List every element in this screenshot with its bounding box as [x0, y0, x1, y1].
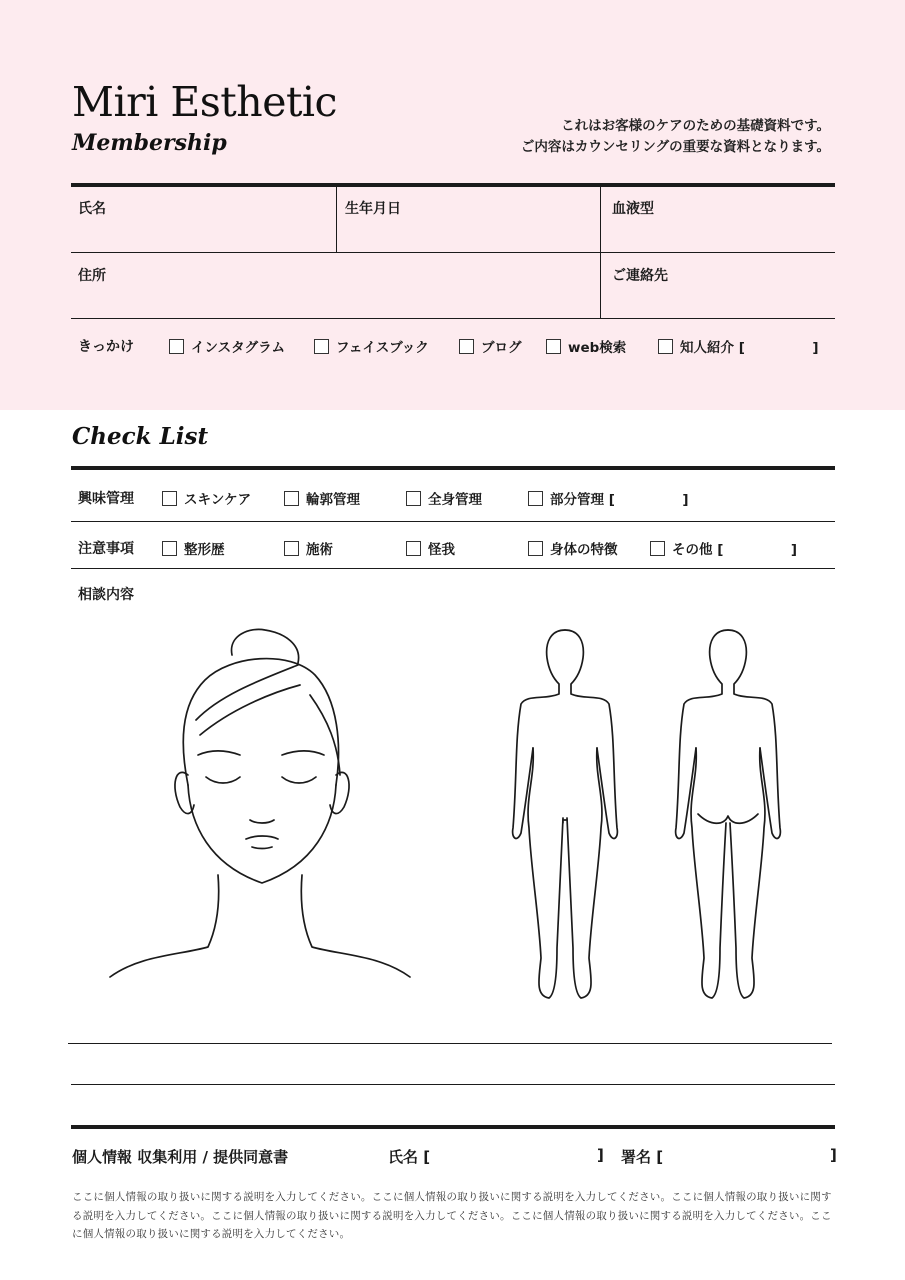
source-option-facebook[interactable] — [314, 336, 429, 356]
consultation-label: 相談内容 — [78, 587, 134, 603]
option-label: 全身管理 — [428, 492, 482, 508]
checkbox[interactable] — [162, 491, 177, 506]
caution-label: 注意事項 — [78, 541, 134, 557]
checkbox[interactable] — [459, 339, 474, 354]
checkbox[interactable] — [546, 339, 561, 354]
checklist-row-rule — [71, 521, 835, 522]
profile-divider — [336, 187, 337, 253]
option-label: web検索 — [568, 340, 627, 356]
checkbox[interactable] — [169, 339, 184, 354]
checklist-title: Check List — [72, 423, 209, 450]
brand-title: Miri Esthetic — [72, 78, 338, 126]
option-label: スキンケア — [184, 492, 252, 508]
checklist-top-rule — [71, 466, 835, 470]
intro-text — [521, 116, 830, 158]
consent-title: 個人情報 収集利用 / 提供同意書 — [72, 1148, 289, 1166]
option-label: 部分管理 [ ] — [550, 492, 689, 508]
consent-signature-open: 署名 [ — [621, 1148, 664, 1166]
writing-line — [71, 1084, 835, 1085]
option-label: 怪我 — [428, 542, 455, 558]
checkbox[interactable] — [406, 541, 421, 556]
blood-type-field-label: 血液型 — [612, 201, 654, 217]
source-option-instagram[interactable] — [169, 336, 285, 356]
option-label: ブログ — [481, 340, 522, 356]
option-label: 輪郭管理 — [306, 492, 360, 508]
checkbox[interactable] — [284, 491, 299, 506]
checkbox[interactable] — [314, 339, 329, 354]
profile-top-rule — [71, 183, 835, 187]
checklist-row-rule — [71, 568, 835, 569]
interest-option-skincare[interactable] — [162, 488, 251, 508]
caution-option-treatment[interactable] — [284, 538, 333, 558]
intro-line-2: ご内容はカウンセリングの重要な資料となります。 — [520, 139, 830, 155]
body-back-illustration — [668, 628, 788, 1003]
consent-name-open: 氏名 [ — [388, 1148, 431, 1166]
caution-option-other[interactable] — [650, 538, 797, 558]
option-label: フェイスブック — [336, 340, 429, 356]
caution-option-surgery[interactable] — [162, 538, 225, 558]
face-illustration — [100, 625, 420, 985]
source-label: きっかけ — [78, 339, 134, 355]
profile-row-rule — [71, 252, 835, 253]
option-label: 知人紹介 [ ] — [680, 340, 819, 356]
interest-option-contour[interactable] — [284, 488, 360, 508]
option-label: 施術 — [306, 542, 333, 558]
option-label: 身体の特徴 — [550, 542, 618, 558]
body-front-illustration — [505, 628, 625, 1003]
checkbox[interactable] — [528, 491, 543, 506]
checkbox[interactable] — [406, 491, 421, 506]
privacy-note: ここに個人情報の取り扱いに関する説明を入力してください。ここに個人情報の取り扱いに関する説明を入力してください。ここに個人情報の取り扱いに関する説明を入力してください。ここに個人情報の取り扱いに関する説明を入力してください。ここに個人情報の取り扱いに関する説明を入力してください。ここに個人情報の取り扱いに関する説明を入力してください。 — [72, 1191, 832, 1240]
checkbox[interactable] — [658, 339, 673, 354]
caution-option-injury[interactable] — [406, 538, 455, 558]
option-label: インスタグラム — [191, 340, 285, 356]
checkbox[interactable] — [528, 541, 543, 556]
interest-option-partial[interactable] — [528, 488, 689, 508]
checkbox[interactable] — [284, 541, 299, 556]
contact-field-label: ご連絡先 — [612, 268, 668, 284]
interest-label: 興味管理 — [78, 491, 134, 507]
caution-option-body-feature[interactable] — [528, 538, 618, 558]
consent-signature-close: ] — [830, 1146, 837, 1164]
profile-divider — [600, 253, 601, 319]
interest-option-full-body[interactable] — [406, 488, 482, 508]
option-label: その他 [ ] — [672, 542, 798, 558]
source-option-referral[interactable] — [658, 336, 819, 356]
profile-divider — [600, 187, 601, 253]
intro-line-1: これはお客様のケアのための基礎資料です。 — [561, 118, 830, 134]
option-label: 整形歴 — [184, 542, 225, 558]
checkbox[interactable] — [650, 541, 665, 556]
name-field-label: 氏名 — [78, 201, 106, 217]
consent-top-rule — [71, 1125, 835, 1129]
source-option-blog[interactable] — [459, 336, 522, 356]
birthdate-field-label: 生年月日 — [345, 201, 401, 217]
brand-subtitle: Membership — [72, 130, 227, 156]
profile-row-rule — [71, 318, 835, 319]
address-field-label: 住所 — [78, 268, 106, 284]
checkbox[interactable] — [162, 541, 177, 556]
source-option-web-search[interactable] — [546, 336, 626, 356]
writing-line — [68, 1043, 832, 1044]
consent-name-close: ] — [597, 1146, 604, 1164]
